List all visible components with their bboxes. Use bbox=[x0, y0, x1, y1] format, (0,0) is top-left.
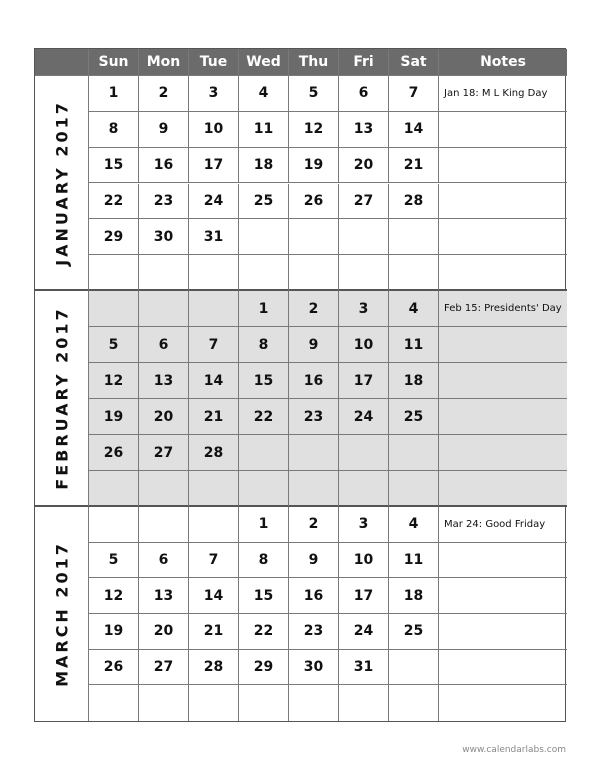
header-notes: Notes bbox=[439, 49, 567, 76]
day-cell: 6 bbox=[139, 327, 189, 363]
day-cell bbox=[239, 435, 289, 471]
day-cell bbox=[139, 507, 189, 543]
day-cell bbox=[239, 685, 289, 721]
day-cell: 9 bbox=[289, 543, 339, 579]
day-cell: 4 bbox=[389, 507, 439, 543]
day-cell: 9 bbox=[139, 112, 189, 148]
day-cell: 10 bbox=[189, 112, 239, 148]
day-cell: 12 bbox=[289, 112, 339, 148]
month-label bbox=[35, 291, 89, 507]
day-cell: 11 bbox=[389, 327, 439, 363]
day-cell: 21 bbox=[189, 614, 239, 650]
day-cell: 28 bbox=[389, 184, 439, 220]
day-cell: 5 bbox=[289, 76, 339, 112]
day-cell: 29 bbox=[89, 219, 139, 255]
day-cell: 14 bbox=[189, 578, 239, 614]
day-cell: 1 bbox=[239, 291, 289, 327]
header-day-thu: Thu bbox=[289, 49, 339, 76]
day-cell: 18 bbox=[389, 363, 439, 399]
day-cell: 2 bbox=[289, 291, 339, 327]
day-cell: 24 bbox=[189, 184, 239, 220]
day-cell bbox=[289, 255, 339, 291]
month-label bbox=[35, 76, 89, 291]
day-cell bbox=[389, 685, 439, 721]
day-cell: 25 bbox=[239, 184, 289, 220]
day-cell bbox=[339, 255, 389, 291]
day-cell: 17 bbox=[339, 363, 389, 399]
day-cell: 26 bbox=[89, 650, 139, 686]
notes-cell bbox=[439, 219, 567, 255]
day-cell: 13 bbox=[139, 363, 189, 399]
day-cell: 5 bbox=[89, 327, 139, 363]
day-cell: 31 bbox=[189, 219, 239, 255]
day-cell: 23 bbox=[289, 614, 339, 650]
day-cell: 28 bbox=[189, 650, 239, 686]
day-cell: 16 bbox=[289, 363, 339, 399]
day-cell bbox=[89, 471, 139, 507]
day-cell: 10 bbox=[339, 327, 389, 363]
day-cell bbox=[339, 685, 389, 721]
day-cell bbox=[389, 255, 439, 291]
day-cell bbox=[339, 435, 389, 471]
header-day-wed: Wed bbox=[239, 49, 289, 76]
day-cell: 12 bbox=[89, 578, 139, 614]
day-cell bbox=[89, 291, 139, 327]
day-cell: 1 bbox=[89, 76, 139, 112]
day-cell: 20 bbox=[139, 614, 189, 650]
day-cell: 19 bbox=[89, 399, 139, 435]
day-cell: 11 bbox=[239, 112, 289, 148]
notes-cell bbox=[439, 685, 567, 721]
day-cell: 14 bbox=[389, 112, 439, 148]
day-cell: 6 bbox=[339, 76, 389, 112]
day-cell: 21 bbox=[389, 148, 439, 184]
day-cell bbox=[89, 255, 139, 291]
day-cell: 10 bbox=[339, 543, 389, 579]
day-cell: 19 bbox=[289, 148, 339, 184]
day-cell: 27 bbox=[339, 184, 389, 220]
day-cell: 22 bbox=[89, 184, 139, 220]
notes-cell: Feb 15: Presidents' Day bbox=[439, 291, 567, 327]
day-cell: 25 bbox=[389, 399, 439, 435]
day-cell: 21 bbox=[189, 399, 239, 435]
day-cell: 18 bbox=[389, 578, 439, 614]
header-day-sun: Sun bbox=[89, 49, 139, 76]
day-cell bbox=[139, 255, 189, 291]
notes-cell bbox=[439, 255, 567, 291]
day-cell bbox=[189, 255, 239, 291]
day-cell: 24 bbox=[339, 399, 389, 435]
day-cell: 7 bbox=[189, 327, 239, 363]
day-cell bbox=[139, 685, 189, 721]
notes-cell bbox=[439, 327, 567, 363]
header-day-mon: Mon bbox=[139, 49, 189, 76]
day-cell: 14 bbox=[189, 363, 239, 399]
day-cell: 17 bbox=[189, 148, 239, 184]
day-cell bbox=[389, 435, 439, 471]
day-cell: 22 bbox=[239, 399, 289, 435]
day-cell: 15 bbox=[89, 148, 139, 184]
day-cell: 7 bbox=[189, 543, 239, 579]
notes-cell bbox=[439, 435, 567, 471]
day-cell: 26 bbox=[289, 184, 339, 220]
day-cell: 18 bbox=[239, 148, 289, 184]
day-cell: 28 bbox=[189, 435, 239, 471]
day-cell bbox=[189, 291, 239, 327]
day-cell bbox=[189, 471, 239, 507]
day-cell: 8 bbox=[239, 327, 289, 363]
day-cell: 30 bbox=[289, 650, 339, 686]
month-title: FEBRUARY 2017 bbox=[52, 306, 71, 490]
day-cell: 25 bbox=[389, 614, 439, 650]
day-cell: 8 bbox=[239, 543, 289, 579]
day-cell: 9 bbox=[289, 327, 339, 363]
day-cell: 2 bbox=[139, 76, 189, 112]
notes-cell bbox=[439, 578, 567, 614]
day-cell bbox=[289, 435, 339, 471]
day-cell bbox=[289, 471, 339, 507]
day-cell: 26 bbox=[89, 435, 139, 471]
day-cell: 23 bbox=[139, 184, 189, 220]
day-cell bbox=[189, 507, 239, 543]
day-cell: 6 bbox=[139, 543, 189, 579]
quarterly-calendar bbox=[34, 48, 566, 722]
day-cell: 3 bbox=[339, 507, 389, 543]
day-cell bbox=[239, 219, 289, 255]
day-cell bbox=[239, 255, 289, 291]
day-cell: 30 bbox=[139, 219, 189, 255]
footer-website[interactable]: www.calendarlabs.com bbox=[462, 745, 566, 755]
notes-cell bbox=[439, 399, 567, 435]
day-cell: 4 bbox=[389, 291, 439, 327]
day-cell bbox=[339, 219, 389, 255]
day-cell: 19 bbox=[89, 614, 139, 650]
day-cell: 11 bbox=[389, 543, 439, 579]
header-day-sat: Sat bbox=[389, 49, 439, 76]
day-cell: 3 bbox=[189, 76, 239, 112]
day-cell bbox=[89, 507, 139, 543]
day-cell: 27 bbox=[139, 435, 189, 471]
notes-cell: Mar 24: Good Friday bbox=[439, 507, 567, 543]
day-cell bbox=[339, 471, 389, 507]
day-cell bbox=[389, 650, 439, 686]
day-cell: 22 bbox=[239, 614, 289, 650]
day-cell: 5 bbox=[89, 543, 139, 579]
day-cell: 16 bbox=[139, 148, 189, 184]
day-cell: 1 bbox=[239, 507, 289, 543]
month-title: MARCH 2017 bbox=[52, 541, 71, 687]
day-cell: 20 bbox=[139, 399, 189, 435]
day-cell: 8 bbox=[89, 112, 139, 148]
day-cell: 7 bbox=[389, 76, 439, 112]
day-cell bbox=[289, 685, 339, 721]
notes-cell: Jan 18: M L King Day bbox=[439, 76, 567, 112]
day-cell bbox=[139, 471, 189, 507]
day-cell: 4 bbox=[239, 76, 289, 112]
day-cell: 3 bbox=[339, 291, 389, 327]
month-label bbox=[35, 507, 89, 721]
header-day-tue: Tue bbox=[189, 49, 239, 76]
day-cell: 20 bbox=[339, 148, 389, 184]
day-cell: 27 bbox=[139, 650, 189, 686]
day-cell: 2 bbox=[289, 507, 339, 543]
notes-cell bbox=[439, 543, 567, 579]
notes-cell bbox=[439, 184, 567, 220]
day-cell: 16 bbox=[289, 578, 339, 614]
day-cell: 24 bbox=[339, 614, 389, 650]
header-day-fri: Fri bbox=[339, 49, 389, 76]
notes-cell bbox=[439, 614, 567, 650]
day-cell: 23 bbox=[289, 399, 339, 435]
day-cell bbox=[289, 219, 339, 255]
day-cell bbox=[139, 291, 189, 327]
day-cell bbox=[389, 219, 439, 255]
month-title: JANUARY 2017 bbox=[52, 99, 71, 266]
day-cell: 15 bbox=[239, 578, 289, 614]
notes-cell bbox=[439, 471, 567, 507]
day-cell bbox=[89, 685, 139, 721]
notes-cell bbox=[439, 650, 567, 686]
notes-cell bbox=[439, 112, 567, 148]
day-cell: 31 bbox=[339, 650, 389, 686]
header-corner bbox=[35, 49, 89, 76]
notes-cell bbox=[439, 148, 567, 184]
day-cell: 29 bbox=[239, 650, 289, 686]
notes-cell bbox=[439, 363, 567, 399]
day-cell bbox=[239, 471, 289, 507]
day-cell: 12 bbox=[89, 363, 139, 399]
day-cell: 13 bbox=[339, 112, 389, 148]
day-cell: 15 bbox=[239, 363, 289, 399]
day-cell bbox=[189, 685, 239, 721]
day-cell bbox=[389, 471, 439, 507]
day-cell: 13 bbox=[139, 578, 189, 614]
day-cell: 17 bbox=[339, 578, 389, 614]
